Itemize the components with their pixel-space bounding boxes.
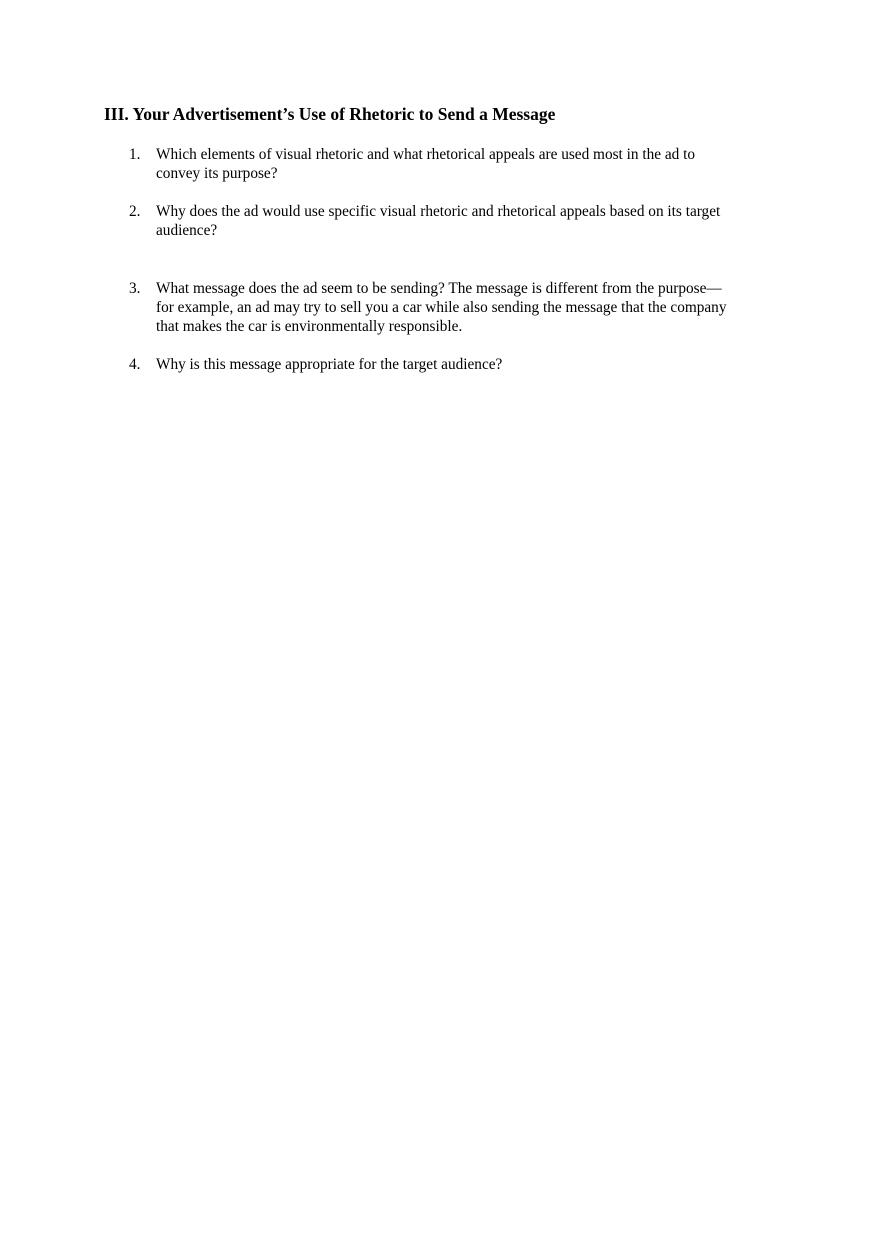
text-line: for example, an ad may try to sell you a car while also sending the message that the company	[156, 299, 727, 316]
item-text	[156, 145, 695, 183]
text-line: Which elements of visual rhetoric and what rhetorical appeals are used most in the ad to	[156, 146, 696, 163]
text-line: Why is this message appropriate for the target audience?	[156, 356, 503, 373]
text-line: audience?	[156, 222, 218, 239]
text-line: that makes the car is environmentally responsible.	[156, 318, 463, 335]
item-number: 4.	[129, 356, 141, 373]
item-text	[156, 202, 720, 240]
item-text	[156, 355, 502, 374]
section-heading: III. Your Advertisement’s Use of Rhetoric to Send a Message	[104, 104, 556, 124]
item-text	[156, 279, 726, 336]
text-line: What message does the ad seem to be sending? The message is different from the purpose—	[156, 280, 722, 297]
item-number: 3.	[129, 280, 141, 297]
item-number: 1.	[129, 146, 141, 163]
text-line: convey its purpose?	[156, 165, 278, 182]
item-number: 2.	[129, 203, 141, 220]
text-line: Why does the ad would use specific visual rhetoric and rhetorical appeals based on its target	[156, 203, 721, 220]
